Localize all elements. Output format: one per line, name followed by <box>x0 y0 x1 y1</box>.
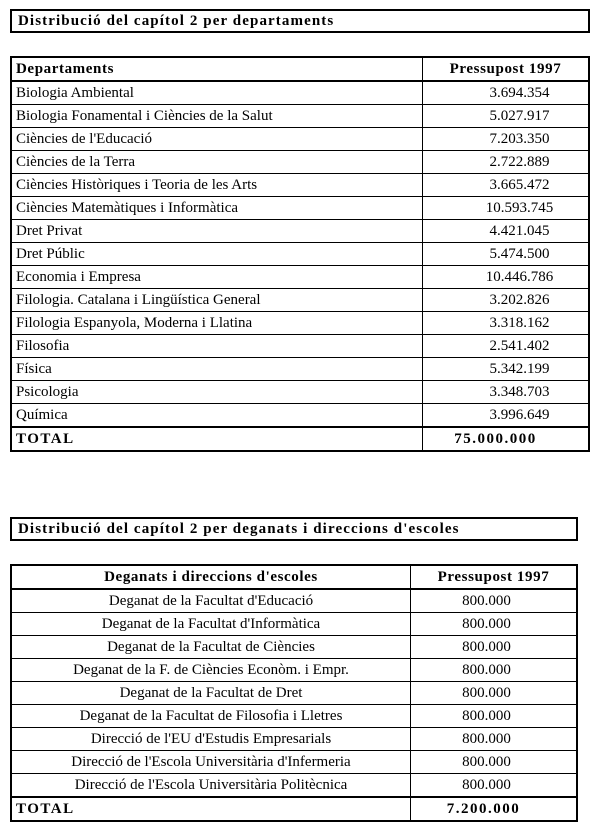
budget-value-cell: 800.000 <box>411 659 578 682</box>
column-header-departments: Departaments <box>11 57 423 81</box>
departments-budget-table <box>10 56 590 452</box>
deanships-table-title: Distribució del capítol 2 per deganats i direccions d'escoles <box>10 517 578 541</box>
table-row <box>11 728 577 751</box>
department-name-cell: Filologia Espanyola, Moderna i Llatina <box>11 312 423 335</box>
deanship-name-cell: Direcció de l'EU d'Estudis Empresarials <box>11 728 411 751</box>
table-row <box>11 128 589 151</box>
deanship-name-cell: Deganat de la Facultat d'Informàtica <box>11 613 411 636</box>
budget-value-cell: 10.446.786 <box>423 266 590 289</box>
budget-value-cell: 800.000 <box>411 774 578 798</box>
departments-table-title: Distribució del capítol 2 per departaments <box>10 9 590 33</box>
budget-value-cell: 800.000 <box>411 682 578 705</box>
table-row <box>11 589 577 613</box>
budget-value-cell: 3.665.472 <box>423 174 590 197</box>
table-row <box>11 682 577 705</box>
table-header-row <box>11 57 589 81</box>
total-value: 75.000.000 <box>423 427 590 451</box>
department-name-cell: Biologia Ambiental <box>11 81 423 105</box>
department-name-cell: Química <box>11 404 423 428</box>
budget-value-cell: 5.342.199 <box>423 358 590 381</box>
budget-value-cell: 5.474.500 <box>423 243 590 266</box>
deanship-name-cell: Deganat de la Facultat de Dret <box>11 682 411 705</box>
budget-value-cell: 800.000 <box>411 613 578 636</box>
total-label: TOTAL <box>11 427 423 451</box>
column-header-budget: Pressupost 1997 <box>411 565 578 589</box>
department-name-cell: Economia i Empresa <box>11 266 423 289</box>
budget-value-cell: 800.000 <box>411 751 578 774</box>
department-name-cell: Dret Privat <box>11 220 423 243</box>
budget-value-cell: 10.593.745 <box>423 197 590 220</box>
deanship-name-cell: Deganat de la F. de Ciències Econòm. i Empr. <box>11 659 411 682</box>
budget-value-cell: 800.000 <box>411 636 578 659</box>
department-name-cell: Ciències Matemàtiques i Informàtica <box>11 197 423 220</box>
budget-value-cell: 3.318.162 <box>423 312 590 335</box>
budget-value-cell: 3.202.826 <box>423 289 590 312</box>
table-row <box>11 636 577 659</box>
table-row <box>11 266 589 289</box>
department-name-cell: Psicologia <box>11 381 423 404</box>
table-row <box>11 381 589 404</box>
budget-value-cell: 4.421.045 <box>423 220 590 243</box>
budget-value-cell: 3.694.354 <box>423 81 590 105</box>
table-row <box>11 312 589 335</box>
deanships-budget-table <box>10 564 578 822</box>
table-row <box>11 243 589 266</box>
table-row <box>11 659 577 682</box>
table-row <box>11 613 577 636</box>
table-row <box>11 174 589 197</box>
table-row <box>11 751 577 774</box>
budget-value-cell: 7.203.350 <box>423 128 590 151</box>
department-name-cell: Ciències de la Terra <box>11 151 423 174</box>
department-name-cell: Dret Públic <box>11 243 423 266</box>
column-header-budget: Pressupost 1997 <box>423 57 590 81</box>
deanship-name-cell: Direcció de l'Escola Universitària d'Infermeria <box>11 751 411 774</box>
budget-value-cell: 800.000 <box>411 705 578 728</box>
table-row <box>11 220 589 243</box>
deanship-name-cell: Deganat de la Facultat d'Educació <box>11 589 411 613</box>
deanship-name-cell: Deganat de la Facultat de Ciències <box>11 636 411 659</box>
total-label: TOTAL <box>11 797 411 821</box>
table-row <box>11 335 589 358</box>
total-value: 7.200.000 <box>411 797 578 821</box>
department-name-cell: Ciències de l'Educació <box>11 128 423 151</box>
department-name-cell: Biologia Fonamental i Ciències de la Salut <box>11 105 423 128</box>
deanship-name-cell: Deganat de la Facultat de Filosofia i Lletres <box>11 705 411 728</box>
table-row <box>11 705 577 728</box>
budget-value-cell: 3.348.703 <box>423 381 590 404</box>
table-row <box>11 404 589 428</box>
budget-value-cell: 2.541.402 <box>423 335 590 358</box>
department-name-cell: Filologia. Catalana i Lingüística General <box>11 289 423 312</box>
department-name-cell: Filosofia <box>11 335 423 358</box>
budget-value-cell: 800.000 <box>411 728 578 751</box>
budget-value-cell: 3.996.649 <box>423 404 590 428</box>
table-row <box>11 289 589 312</box>
table-row <box>11 81 589 105</box>
table-row <box>11 774 577 798</box>
budget-value-cell: 2.722.889 <box>423 151 590 174</box>
table-row <box>11 197 589 220</box>
budget-value-cell: 5.027.917 <box>423 105 590 128</box>
total-row <box>11 797 577 821</box>
total-row <box>11 427 589 451</box>
column-header-deanships: Deganats i direccions d'escoles <box>11 565 411 589</box>
table-header-row <box>11 565 577 589</box>
table-row <box>11 151 589 174</box>
table-row <box>11 358 589 381</box>
department-name-cell: Ciències Històriques i Teoria de les Arts <box>11 174 423 197</box>
deanship-name-cell: Direcció de l'Escola Universitària Politècnica <box>11 774 411 798</box>
department-name-cell: Física <box>11 358 423 381</box>
table-row <box>11 105 589 128</box>
budget-value-cell: 800.000 <box>411 589 578 613</box>
